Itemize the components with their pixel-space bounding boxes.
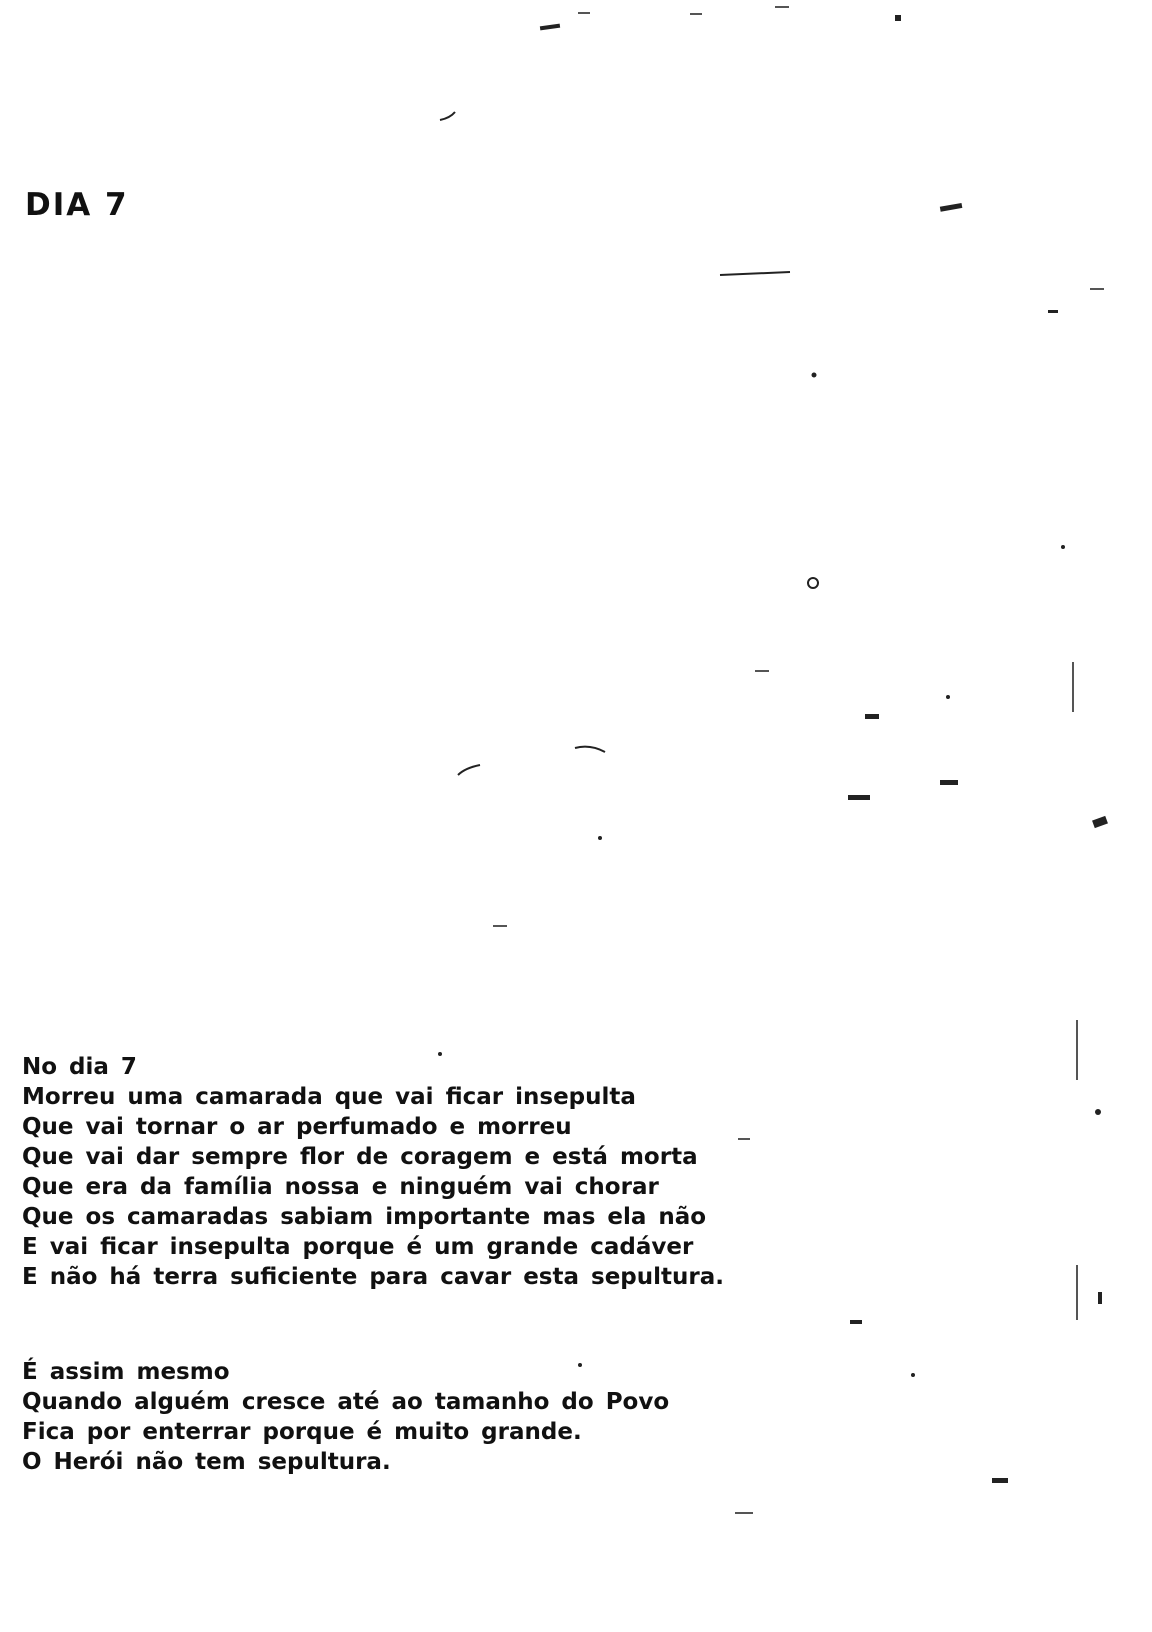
poem-line: Morreu uma camarada que vai ficar insepulta	[22, 1084, 636, 1110]
poem-line: Que era da família nossa e ninguém vai chorar	[22, 1174, 659, 1200]
stanza-1	[22, 1052, 724, 1292]
poem-line: Que vai dar sempre flor de coragem e está morta	[22, 1144, 698, 1170]
poem-line: Que vai tornar o ar perfumado e morreu	[22, 1114, 572, 1140]
poem-line: O Herói não tem sepultura.	[22, 1449, 391, 1475]
poem-title: DIA 7	[25, 187, 129, 223]
poem-line: No dia 7	[22, 1054, 137, 1080]
poem-line: É assim mesmo	[22, 1359, 230, 1385]
poem-line: E vai ficar insepulta porque é um grande cadáver	[22, 1234, 694, 1260]
poem-line: E não há terra suficiente para cavar esta sepultura.	[22, 1264, 724, 1290]
poem-line: Quando alguém cresce até ao tamanho do Povo	[22, 1389, 670, 1415]
stanza-2	[22, 1357, 669, 1477]
poem-line: Fica por enterrar porque é muito grande.	[22, 1419, 582, 1445]
poem-line: Que os camaradas sabiam importante mas ela não	[22, 1204, 707, 1230]
